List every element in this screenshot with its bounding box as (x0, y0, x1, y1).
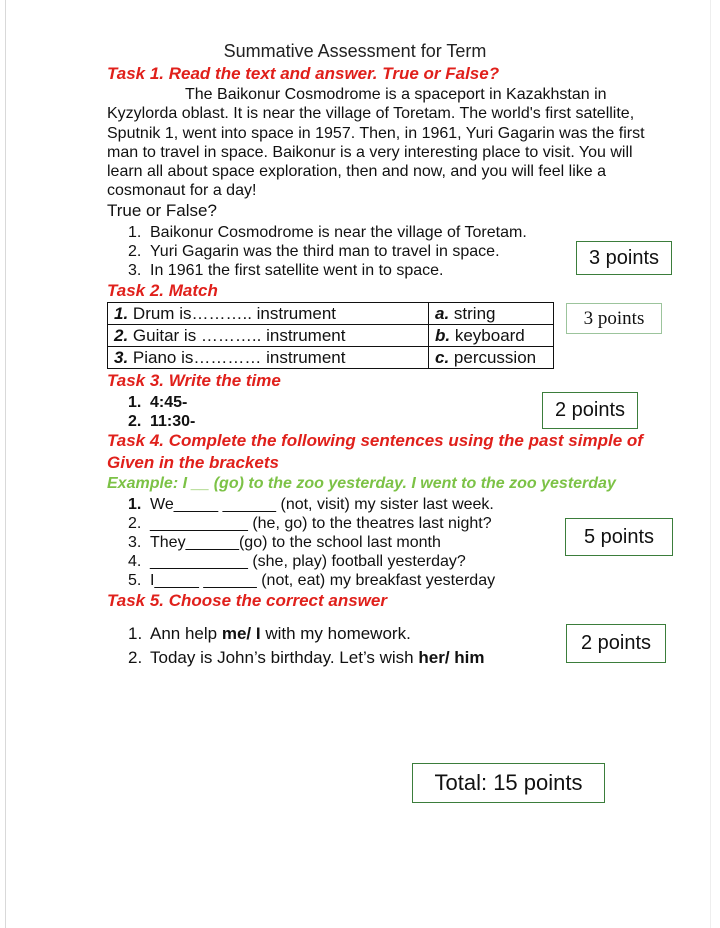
item-choice: her/ him (418, 648, 485, 667)
row-left-text: Piano is………… instrument (128, 348, 346, 367)
item-text: 11:30- (150, 413, 196, 430)
item-text: ___________ (she, play) football yesterday? (150, 553, 466, 570)
match-left-cell (108, 347, 429, 369)
item-number: 1. (128, 394, 142, 411)
item-text: They______(go) to the school last month (150, 534, 441, 551)
row-letter: b. (435, 326, 451, 345)
item-text-pre: Ann help (150, 624, 222, 643)
item-text: 4:45- (150, 394, 188, 411)
task4-item (128, 495, 494, 514)
row-number: 3. (114, 348, 129, 367)
row-left-text: Guitar is ……….. instrument (128, 326, 346, 345)
item-text: Baikonur Cosmodrome is near the village of Toretam. (150, 224, 527, 241)
item-text: We_____ ______ (not, visit) my sister last week. (150, 496, 494, 513)
match-right-cell (429, 347, 554, 369)
item-number: 1. (128, 224, 142, 241)
task4-item (128, 533, 441, 552)
task1-item (128, 242, 500, 261)
task4-item (128, 552, 466, 571)
page-border-left (5, 0, 6, 928)
item-number: 3. (128, 534, 142, 551)
item-text-post: with my homework. (260, 624, 411, 643)
item-number: 1. (128, 624, 143, 643)
task1-heading: Task 1. Read the text and answer. True or False? (107, 64, 500, 83)
task5-points-box: 2 points (566, 624, 666, 663)
item-number: 3. (128, 262, 142, 279)
page-title: Summative Assessment for Term (223, 41, 487, 61)
item-number: 2. (128, 413, 142, 430)
match-right-cell (429, 303, 554, 325)
task2-points-box: 3 points (566, 303, 662, 334)
match-table (107, 302, 554, 369)
task4-item (128, 514, 492, 533)
page-border-right (710, 0, 711, 928)
task1-points-box: 3 points (576, 241, 672, 275)
task2-heading: Task 2. Match (107, 281, 218, 300)
item-number: 5. (128, 572, 142, 589)
task3-item (128, 393, 187, 412)
task1-paragraph: The Baikonur Cosmodrome is a spaceport in Kazakhstan in Kyzylorda oblast. It is near the village of Toretam. The world's first satellite, Sputnik 1, went into space in 1957. Then, in 1961, Yuri Gagarin was the first man to travel in space. Baikonur is a very interesting place to visit. You will learn all about space exploration, then and now, and you will feel like a cosmonaut for a day! (107, 86, 645, 200)
task4-heading: Task 4. Complete the following sentences using the past simple of (107, 431, 643, 450)
table-row (108, 303, 554, 325)
task1-item (128, 261, 444, 280)
task4-example: Example: I __ (go) to the zoo yesterday. I went to the zoo yesterday (107, 475, 616, 492)
task3-heading: Task 3. Write the time (107, 371, 281, 390)
item-text: Yuri Gagarin was the third man to travel in space. (150, 243, 500, 260)
task4-points-box: 5 points (565, 518, 673, 556)
item-number: 2. (128, 648, 143, 667)
task5-item (128, 624, 411, 644)
row-left-text: Drum is……….. instrument (128, 304, 336, 323)
match-right-cell (429, 325, 554, 347)
task4-heading-line2: Given in the brackets (107, 453, 279, 472)
item-text: ___________ (he, go) to the theatres last night? (150, 515, 492, 532)
item-text: I_____ ______ (not, eat) my breakfast yesterday (150, 572, 496, 589)
table-row (108, 347, 554, 369)
row-number: 2. (114, 326, 129, 345)
row-right-text: keyboard (450, 326, 525, 345)
task1-item (128, 223, 527, 242)
row-right-text: percussion (449, 348, 537, 367)
item-number: 4. (128, 553, 142, 570)
task5-heading: Task 5. Choose the correct answer (107, 591, 387, 610)
match-left-cell (108, 325, 429, 347)
item-text-pre: Today is John’s birthday. Let’s wish (150, 648, 419, 667)
row-letter: c. (435, 348, 450, 367)
item-number: 2. (128, 243, 142, 260)
total-points-box: Total: 15 points (412, 763, 605, 803)
row-right-text: string (449, 304, 496, 323)
table-row (108, 325, 554, 347)
match-left-cell (108, 303, 429, 325)
task1-subheading: True or False? (107, 201, 217, 220)
item-number: 1. (128, 496, 142, 513)
task3-points-box: 2 points (542, 392, 638, 429)
task5-item (128, 648, 485, 668)
item-choice: me/ I (221, 624, 261, 643)
row-letter: a. (435, 304, 450, 323)
task3-item (128, 412, 195, 431)
row-number: 1. (114, 304, 129, 323)
item-number: 2. (128, 515, 142, 532)
task4-item (128, 571, 495, 590)
item-text: In 1961 the first satellite went in to space. (150, 262, 444, 279)
